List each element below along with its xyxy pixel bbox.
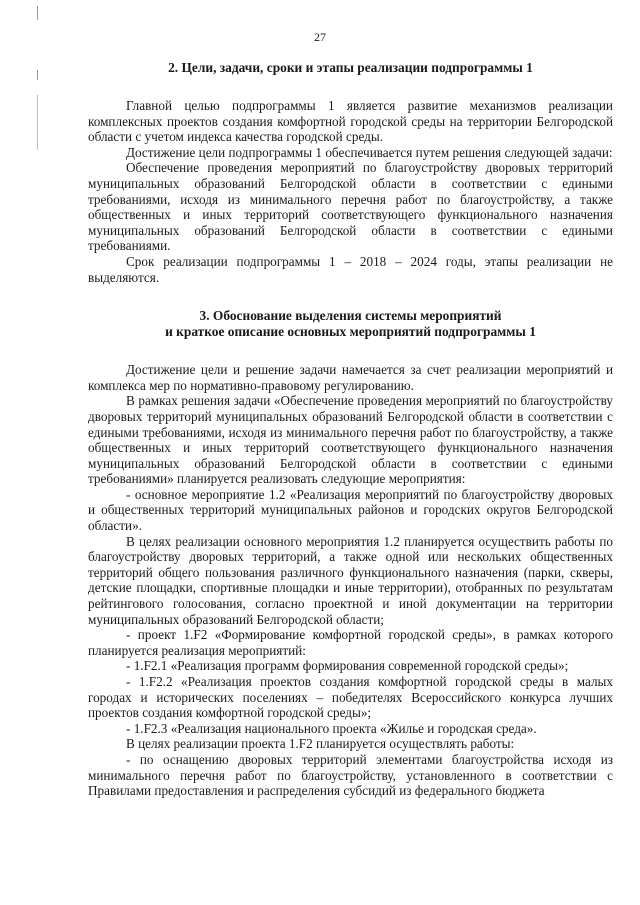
scan-artifact xyxy=(37,70,38,80)
list-item: - проект 1.F2 «Формирование комфортной городской среды», в рамках которого планируется реализация мероприятий: xyxy=(88,627,613,658)
paragraph: Обеспечение проведения мероприятий по благоустройству дворовых территорий муниципальных образований Белгородской области в соответствии с едиными требованиями, исходя из минимального перечня работ по благоустройству, а также общественных и иных территорий соответствующего функционального назначения муниципальных образований Белгородской области в соответствии с едиными требованиями. xyxy=(88,160,613,254)
section-3-heading xyxy=(88,308,613,340)
section-2-heading: 2. Цели, задачи, сроки и этапы реализации подпрограммы 1 xyxy=(168,60,533,75)
list-item: - 1.F2.3 «Реализация национального проекта «Жилье и городская среда». xyxy=(126,720,537,736)
paragraph: В целях реализации проекта 1.F2 планируется осуществлять работы: xyxy=(126,736,515,752)
paragraph: Главной целью подпрограммы 1 является развитие механизмов реализации комплексных проектов создания комфортной городской среды на территории Белгородской области с учетом индекса качества городской среды. xyxy=(88,98,613,145)
list-item: - по оснащению дворовых территорий элементами благоустройства исходя из минимального перечня работ по благоустройству, установленного в соответствии с Правилами предоставления и распределения субсидий из федерального бюджета xyxy=(88,751,613,799)
document-body xyxy=(88,60,613,799)
paragraph: В рамках решения задачи «Обеспечение проведения мероприятий по благоустройству дворовых территорий муниципальных образований Белгородской области в соответствии с едиными требованиями, исходя из минимального перечня работ по благоустройству, а также общественных и иных территорий соответствующего функционального назначения муниципальных образований Белгородской области в соответствии с едиными требованиями» планируется реализовать следующие мероприятия: xyxy=(88,393,613,487)
scan-artifact xyxy=(37,95,38,150)
paragraph: Достижение цели подпрограммы 1 обеспечивается путем решения следующей задачи: xyxy=(126,144,613,160)
scan-artifact xyxy=(37,6,38,20)
section-3-heading-line-2: и краткое описание основных мероприятий подпрограммы 1 xyxy=(165,324,536,340)
page-number: 27 xyxy=(314,30,326,44)
section-3-heading-line-1: 3. Обоснование выделения системы мероприятий xyxy=(199,308,502,324)
paragraph: Срок реализации подпрограммы 1 – 2018 – 2024 годы, этапы реализации не выделяются. xyxy=(88,253,613,285)
paragraph: В целях реализации основного мероприятия 1.2 планируется осуществить работы по благоустройству дворовых территорий, а также одной или нескольких общественных территорий общего пользования различного функционального назначения (парки, скверы, детские площадки, спортивные площадки и иные территории), отобранных по результатам рейтингового голосования, согласно проектной и иной документации на территории муниципальных образований Белгородской области; xyxy=(88,533,613,627)
list-item: - 1.F2.1 «Реализация программ формирования современной городской среды»; xyxy=(126,658,569,674)
list-item: - 1.F2.2 «Реализация проектов создания комфортной городской среды в малых городах и исторических поселениях – победителях Всероссийского конкурса лучших проектов создания комфортной городской среды»; xyxy=(88,674,613,721)
paragraph: Достижение цели и решение задачи намечается за счет реализации мероприятий и комплекса мер по нормативно-правовому регулированию. xyxy=(88,362,613,393)
list-item: - основное мероприятие 1.2 «Реализация мероприятий по благоустройству дворовых и общественных территорий муниципальных районов и городских округов Белгородской области». xyxy=(88,486,613,534)
